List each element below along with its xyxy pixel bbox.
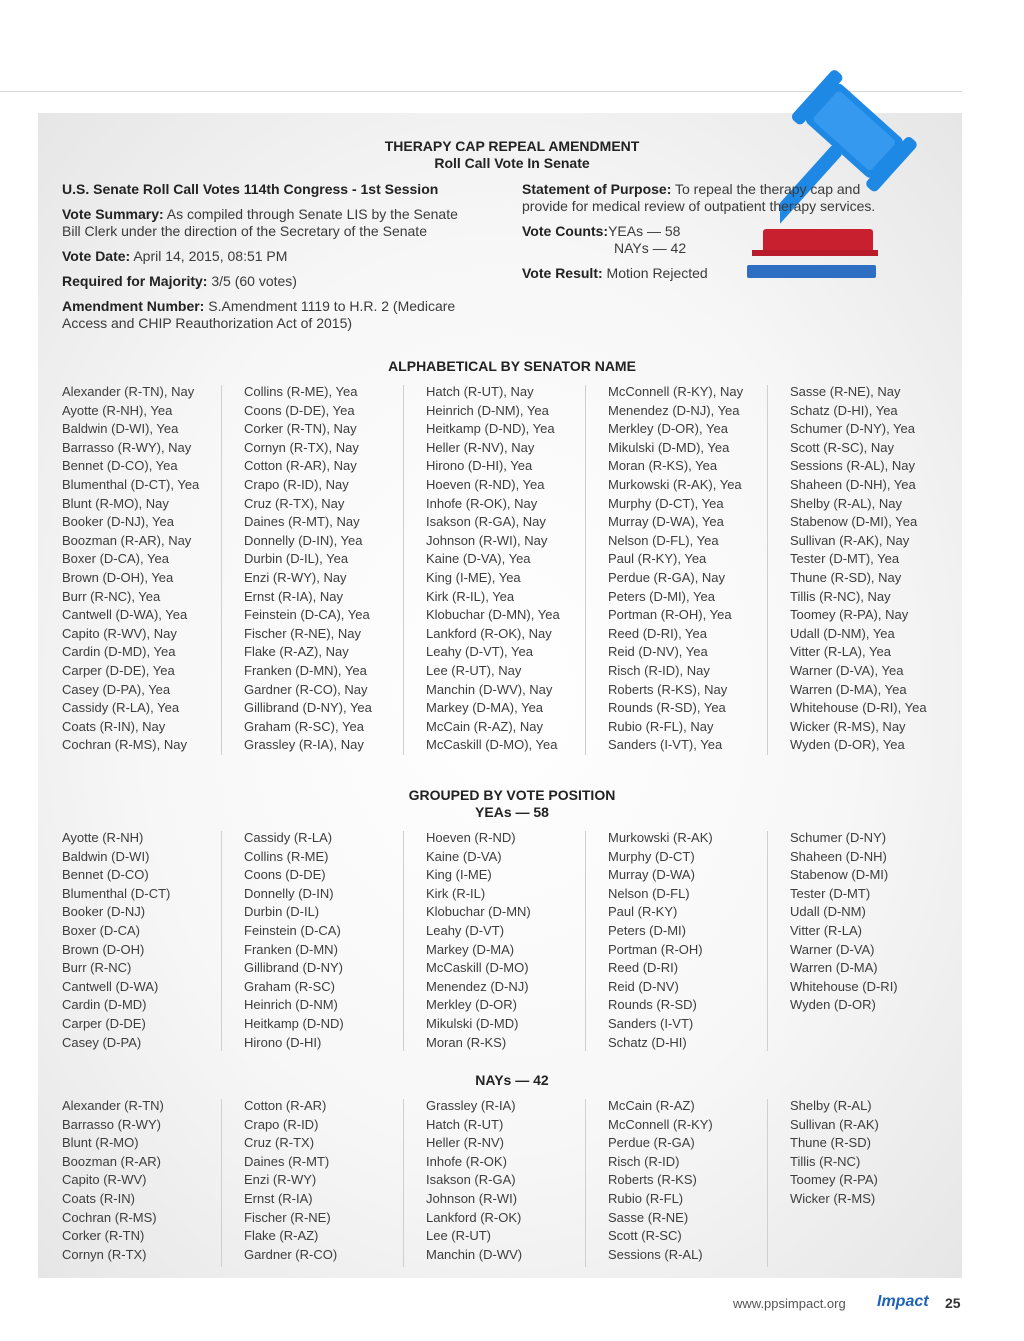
alphabetical-entry: Sessions (R-AL), Nay <box>790 458 915 474</box>
nay-entry: Roberts (R-KS) <box>608 1172 697 1188</box>
yea-entry: Wyden (D-OR) <box>790 997 876 1013</box>
yea-entry: Bennet (D-CO) <box>62 867 149 883</box>
column-divider <box>585 1099 586 1267</box>
alphabetical-entry: Kirk (R-IL), Yea <box>426 588 515 604</box>
yea-entry: Cassidy (R-LA) <box>244 830 333 845</box>
yea-entry: Reed (D-RI) <box>608 960 679 976</box>
alphabetical-entry: Cochran (R-MS), Nay <box>62 737 187 753</box>
nay-entry: Flake (R-AZ) <box>244 1228 319 1244</box>
nay-column <box>244 1097 414 1264</box>
nay-entry: McConnell (R-KY) <box>608 1116 713 1132</box>
nay-entry: Risch (R-ID) <box>608 1153 680 1169</box>
yea-entry: Heinrich (D-NM) <box>244 997 338 1013</box>
alphabetical-entry: Reed (D-RI), Yea <box>608 625 707 641</box>
alphabetical-entry: Collins (R-ME), Yea <box>244 384 358 399</box>
nay-entry: Lankford (R-OK) <box>426 1209 522 1225</box>
yea-entry: Markey (D-MA) <box>426 941 515 957</box>
nay-entry: Corker (R-TN) <box>62 1228 145 1244</box>
yea-entry: Hoeven (R-ND) <box>426 830 516 845</box>
vote-result-value: Motion Rejected <box>606 265 708 281</box>
alphabetical-entry: Peters (D-MI), Yea <box>608 588 715 604</box>
nay-entry: Perdue (R-GA) <box>608 1135 695 1151</box>
alphabetical-entry: Schumer (D-NY), Yea <box>790 421 915 437</box>
alphabetical-column <box>244 383 414 755</box>
alphabetical-entry: Stabenow (D-MI), Yea <box>790 514 918 530</box>
alphabetical-entry: Lee (R-UT), Nay <box>426 662 522 678</box>
yea-entry: Cardin (D-MD) <box>62 997 147 1013</box>
alphabetical-entry: Sullivan (R-AK), Nay <box>790 532 910 548</box>
alphabetical-column <box>426 383 596 755</box>
alphabetical-entry: Warren (D-MA), Yea <box>790 681 907 697</box>
page-title: THERAPY CAP REPEAL AMENDMENT <box>384 138 640 154</box>
yea-entry: Feinstein (D-CA) <box>244 922 341 938</box>
nay-column <box>426 1097 596 1264</box>
alphabetical-entry: Shelby (R-AL), Nay <box>790 495 902 511</box>
alphabetical-entry: Coons (D-DE), Yea <box>244 402 355 418</box>
yea-entry: Menendez (D-NJ) <box>426 978 529 994</box>
yea-entry: Blumenthal (D-CT) <box>62 885 171 901</box>
yea-entry: Hirono (D-HI) <box>244 1034 322 1050</box>
nay-entry: Lee (R-UT) <box>426 1228 492 1244</box>
alphabetical-entry: Sanders (I-VT), Yea <box>608 737 723 753</box>
yea-entry: Murray (D-WA) <box>608 867 695 883</box>
alphabetical-entry: Toomey (R-PA), Nay <box>790 607 909 623</box>
nay-entry: Cochran (R-MS) <box>62 1209 157 1225</box>
yea-entry: Kaine (D-VA) <box>426 848 502 864</box>
yea-entry: Ayotte (R-NH) <box>62 830 144 845</box>
purpose-label: Statement of Purpose: <box>522 181 672 197</box>
yea-entry: Sanders (I-VT) <box>608 1015 694 1031</box>
vote-counts-label: Vote Counts: <box>522 223 609 239</box>
yea-column <box>244 829 414 1052</box>
alphabetical-entry: Boozman (R-AR), Nay <box>62 532 192 548</box>
yea-entry: Boxer (D-CA) <box>62 922 141 938</box>
alphabetical-entry: Vitter (R-LA), Yea <box>790 644 891 660</box>
yea-entry: Baldwin (D-WI) <box>62 848 150 864</box>
yea-entry: Whitehouse (D-RI) <box>790 978 898 994</box>
alphabetical-entry: Feinstein (D-CA), Yea <box>244 607 370 623</box>
alphabetical-entry: Capito (R-WV), Nay <box>62 625 177 641</box>
alphabetical-entry: Leahy (D-VT), Yea <box>426 644 533 660</box>
column-divider <box>767 831 768 1051</box>
yea-entry: Murkowski (R-AK) <box>608 830 713 845</box>
alphabetical-entry: Hoeven (R-ND), Yea <box>426 476 545 492</box>
yea-entry: Booker (D-NJ) <box>62 904 146 920</box>
alphabetical-entry: Cassidy (R-LA), Yea <box>62 700 180 716</box>
alphabetical-entry: Murphy (D-CT), Yea <box>608 495 724 511</box>
alphabetical-entry: Heinrich (D-NM), Yea <box>426 402 549 418</box>
column-divider <box>585 831 586 1051</box>
alphabetical-entry: Inhofe (R-OK), Nay <box>426 495 538 511</box>
yea-entry: Kirk (R-IL) <box>426 885 486 901</box>
nay-entry: McCain (R-AZ) <box>608 1098 695 1113</box>
footer-url[interactable]: www.ppsimpact.org <box>733 1296 846 1311</box>
nay-column <box>608 1097 778 1264</box>
nay-entry: Capito (R-WV) <box>62 1172 147 1188</box>
alphabetical-entry: Shaheen (D-NH), Yea <box>790 476 916 492</box>
yea-entry: Schatz (D-HI) <box>608 1034 687 1050</box>
nays-heading: NAYs — 42 <box>475 1072 549 1088</box>
yea-entry: Peters (D-MI) <box>608 922 686 938</box>
yea-entry: Leahy (D-VT) <box>426 922 505 938</box>
yea-entry: Nelson (D-FL) <box>608 885 690 901</box>
page-number: 25 <box>945 1295 961 1311</box>
nay-entry: Sasse (R-NE) <box>608 1209 689 1225</box>
alphabetical-entry: Johnson (R-WI), Nay <box>426 532 548 548</box>
column-divider <box>403 831 404 1051</box>
column-divider <box>767 385 768 755</box>
alphabetical-entry: Tester (D-MT), Yea <box>790 551 900 567</box>
alphabetical-entry: Grassley (R-IA), Nay <box>244 737 364 753</box>
alphabetical-entry: Kaine (D-VA), Yea <box>426 551 531 567</box>
yea-entry: Brown (D-OH) <box>62 941 145 957</box>
column-divider <box>585 385 586 755</box>
nay-entry: Enzi (R-WY) <box>244 1172 317 1188</box>
alphabetical-entry: Heitkamp (D-ND), Yea <box>426 421 555 437</box>
alphabetical-entry: Fischer (R-NE), Nay <box>244 625 362 641</box>
alphabetical-entry: Thune (R-SD), Nay <box>790 569 902 585</box>
alphabetical-entry: Roberts (R-KS), Nay <box>608 681 728 697</box>
yea-entry: Paul (R-KY) <box>608 904 678 920</box>
blue-block-graphic <box>747 265 876 278</box>
nay-entry: Johnson (R-WI) <box>426 1190 518 1206</box>
nay-entry: Cornyn (R-TX) <box>62 1246 147 1262</box>
alphabetical-entry: Boxer (D-CA), Yea <box>62 551 169 567</box>
alphabetical-entry: Booker (D-NJ), Yea <box>62 514 174 530</box>
alphabetical-entry: McCain (R-AZ), Nay <box>426 718 544 734</box>
alphabetical-column <box>790 383 960 755</box>
column-divider <box>403 1099 404 1267</box>
nay-entry: Cruz (R-TX) <box>244 1135 315 1151</box>
alphabetical-entry: Scott (R-SC), Nay <box>790 439 895 455</box>
nay-column <box>62 1097 232 1264</box>
yea-entry: Collins (R-ME) <box>244 848 329 864</box>
alphabetical-entry: Hatch (R-UT), Nay <box>426 384 534 399</box>
yea-entry: Coons (D-DE) <box>244 867 326 883</box>
congress-session: U.S. Senate Roll Call Votes 114th Congress - 1st Session <box>62 181 439 197</box>
nay-entry: Crapo (R-ID) <box>244 1116 319 1132</box>
yea-entry: Rounds (R-SD) <box>608 997 697 1013</box>
yea-entry: Reid (D-NV) <box>608 978 679 994</box>
alphabetical-entry: Wyden (D-OR), Yea <box>790 737 905 753</box>
yea-column <box>790 829 960 1015</box>
nay-entry: Ernst (R-IA) <box>244 1190 313 1206</box>
column-divider <box>221 831 222 1051</box>
alphabetical-entry: Murkowski (R-AK), Yea <box>608 476 742 492</box>
alphabetical-entry: Manchin (D-WV), Nay <box>426 681 553 697</box>
yea-entry: Gillibrand (D-NY) <box>244 960 343 976</box>
nay-entry: Cotton (R-AR) <box>244 1098 327 1113</box>
alphabetical-entry: Gillibrand (D-NY), Yea <box>244 700 372 716</box>
alphabetical-entry: Enzi (R-WY), Nay <box>244 569 347 585</box>
nay-entry: Inhofe (R-OK) <box>426 1153 507 1169</box>
alphabetical-entry: King (I-ME), Yea <box>426 569 521 585</box>
alphabetical-entry: Wicker (R-MS), Nay <box>790 718 906 734</box>
alphabetical-entry: Isakson (R-GA), Nay <box>426 514 546 530</box>
yeas-heading: YEAs — 58 <box>475 804 549 820</box>
required-majority-value: 3/5 (60 votes) <box>211 273 297 289</box>
alphabetical-column <box>62 383 232 755</box>
alphabetical-entry: Paul (R-KY), Yea <box>608 551 707 567</box>
grouped-heading: GROUPED BY VOTE POSITION <box>408 787 616 803</box>
nays-count: NAYs — 42 <box>614 240 687 256</box>
yea-entry: Mikulski (D-MD) <box>426 1015 519 1031</box>
yea-entry: Warren (D-MA) <box>790 960 878 976</box>
vote-counts <box>522 223 680 240</box>
yea-entry: McCaskill (D-MO) <box>426 960 529 976</box>
alphabetical-entry: Merkley (D-OR), Yea <box>608 421 728 437</box>
yea-entry: Heitkamp (D-ND) <box>244 1015 344 1031</box>
column-divider <box>403 385 404 755</box>
vote-summary-text: As compiled through Senate LIS by the Senate <box>166 206 458 222</box>
alphabetical-entry: Carper (D-DE), Yea <box>62 662 175 678</box>
alphabetical-entry: Mikulski (D-MD), Yea <box>608 439 730 455</box>
nay-entry: Barrasso (R-WY) <box>62 1116 161 1132</box>
alphabetical-entry: Bennet (D-CO), Yea <box>62 458 178 474</box>
nay-entry: Scott (R-SC) <box>608 1228 682 1244</box>
nay-entry: Boozman (R-AR) <box>62 1153 161 1169</box>
alphabetical-entry: Cotton (R-AR), Nay <box>244 458 357 474</box>
column-divider <box>767 1099 768 1267</box>
purpose-text: To repeal the therapy cap and <box>675 181 861 197</box>
alphabetical-entry: Rounds (R-SD), Yea <box>608 700 726 716</box>
alphabetical-entry: Durbin (D-IL), Yea <box>244 551 349 567</box>
yea-column <box>608 829 778 1052</box>
alphabetical-entry: Donnelly (D-IN), Yea <box>244 532 363 548</box>
yea-entry: Schumer (D-NY) <box>790 830 887 845</box>
nay-entry: Sessions (R-AL) <box>608 1246 703 1262</box>
yea-entry: Moran (R-KS) <box>426 1034 507 1050</box>
nay-entry: Alexander (R-TN) <box>62 1098 164 1113</box>
yea-column <box>62 829 232 1052</box>
yea-entry: King (I-ME) <box>426 867 492 883</box>
vote-date-value: April 14, 2015, 08:51 PM <box>133 248 288 264</box>
alphabetical-entry: Cruz (R-TX), Nay <box>244 495 345 511</box>
nay-entry: Hatch (R-UT) <box>426 1116 504 1132</box>
alphabetical-entry: Flake (R-AZ), Nay <box>244 644 349 660</box>
alphabetical-entry: McConnell (R-KY), Nay <box>608 384 744 399</box>
alphabetical-entry: Moran (R-KS), Yea <box>608 458 718 474</box>
alphabetical-entry: Warner (D-VA), Yea <box>790 662 904 678</box>
alphabetical-column <box>608 383 778 755</box>
alphabetical-heading: ALPHABETICAL BY SENATOR NAME <box>388 358 636 374</box>
yea-entry: Tester (D-MT) <box>790 885 871 901</box>
nay-entry: Blunt (R-MO) <box>62 1135 139 1151</box>
yea-entry: Udall (D-NM) <box>790 904 866 920</box>
alphabetical-entry: Sasse (R-NE), Nay <box>790 384 901 399</box>
alphabetical-entry: Brown (D-OH), Yea <box>62 569 174 585</box>
nay-column <box>790 1097 960 1209</box>
alphabetical-entry: Murray (D-WA), Yea <box>608 514 724 530</box>
vote-date <box>62 248 287 265</box>
alphabetical-entry: Ayotte (R-NH), Yea <box>62 402 173 418</box>
alphabetical-entry: Barrasso (R-WY), Nay <box>62 439 192 455</box>
vote-summary <box>62 206 458 223</box>
alphabetical-entry: Tillis (R-NC), Nay <box>790 588 891 604</box>
alphabetical-entry: Casey (D-PA), Yea <box>62 681 171 697</box>
nay-entry: Fischer (R-NE) <box>244 1209 331 1225</box>
alphabetical-entry: Perdue (R-GA), Nay <box>608 569 726 585</box>
vote-summary-line2: Bill Clerk under the direction of the Secretary of the Senate <box>62 223 427 239</box>
yea-entry: Carper (D-DE) <box>62 1015 146 1031</box>
yea-entry: Murphy (D-CT) <box>608 848 695 864</box>
alphabetical-entry: Crapo (R-ID), Nay <box>244 476 349 492</box>
yeas-count: YEAs — 58 <box>608 223 681 239</box>
nay-entry: Toomey (R-PA) <box>790 1172 878 1188</box>
alphabetical-entry: McCaskill (D-MO), Yea <box>426 737 558 753</box>
alphabetical-entry: Baldwin (D-WI), Yea <box>62 421 179 437</box>
nay-entry: Shelby (R-AL) <box>790 1098 872 1113</box>
purpose-text-line2: provide for medical review of outpatient therapy services. <box>522 198 876 214</box>
vote-summary-label: Vote Summary: <box>62 206 164 222</box>
alphabetical-entry: Schatz (D-HI), Yea <box>790 402 898 418</box>
vote-date-label: Vote Date: <box>62 248 131 264</box>
nay-entry: Tillis (R-NC) <box>790 1153 861 1169</box>
nay-entry: Thune (R-SD) <box>790 1135 871 1151</box>
yea-entry: Shaheen (D-NH) <box>790 848 887 864</box>
footer-brand: Impact <box>877 1293 929 1310</box>
amendment-number <box>62 298 455 315</box>
nay-entry: Daines (R-MT) <box>244 1153 330 1169</box>
alphabetical-entry: Blunt (R-MO), Nay <box>62 495 169 511</box>
alphabetical-entry: Franken (D-MN), Yea <box>244 662 367 678</box>
yea-entry: Durbin (D-IL) <box>244 904 320 920</box>
yea-entry: Merkley (D-OR) <box>426 997 517 1013</box>
yea-entry: Klobuchar (D-MN) <box>426 904 531 920</box>
required-majority <box>62 273 297 290</box>
nay-entry: Heller (R-NV) <box>426 1135 504 1151</box>
yea-entry: Vitter (R-LA) <box>790 922 862 938</box>
alphabetical-entry: Udall (D-NM), Yea <box>790 625 895 641</box>
yea-entry: Burr (R-NC) <box>62 960 132 976</box>
column-divider <box>221 385 222 755</box>
alphabetical-entry: Markey (D-MA), Yea <box>426 700 544 716</box>
nay-entry: Grassley (R-IA) <box>426 1098 516 1113</box>
alphabetical-entry: Cantwell (D-WA), Yea <box>62 607 188 623</box>
alphabetical-entry: Corker (R-TN), Nay <box>244 421 357 437</box>
alphabetical-entry: Cardin (D-MD), Yea <box>62 644 176 660</box>
alphabetical-entry: Reid (D-NV), Yea <box>608 644 708 660</box>
nay-entry: Gardner (R-CO) <box>244 1246 338 1262</box>
alphabetical-entry: Nelson (D-FL), Yea <box>608 532 719 548</box>
alphabetical-entry: Gardner (R-CO), Nay <box>244 681 368 697</box>
yea-entry: Franken (D-MN) <box>244 941 338 957</box>
statement-of-purpose <box>522 181 860 198</box>
alphabetical-entry: Portman (R-OH), Yea <box>608 607 732 623</box>
yea-entry: Stabenow (D-MI) <box>790 867 889 883</box>
alphabetical-entry: Burr (R-NC), Yea <box>62 588 161 604</box>
required-majority-label: Required for Majority: <box>62 273 208 289</box>
nay-entry: Rubio (R-FL) <box>608 1190 684 1206</box>
yea-entry: Portman (R-OH) <box>608 941 703 957</box>
vote-result-label: Vote Result: <box>522 265 603 281</box>
alphabetical-entry: Hirono (D-HI), Yea <box>426 458 533 474</box>
yea-entry: Donnelly (D-IN) <box>244 885 334 901</box>
alphabetical-entry: Daines (R-MT), Nay <box>244 514 360 530</box>
nay-entry: Isakson (R-GA) <box>426 1172 516 1188</box>
page-subtitle: Roll Call Vote In Senate <box>434 155 590 171</box>
alphabetical-entry: Rubio (R-FL), Nay <box>608 718 714 734</box>
nay-entry: Coats (R-IN) <box>62 1190 135 1206</box>
alphabetical-entry: Whitehouse (D-RI), Yea <box>790 700 927 716</box>
vote-result <box>522 265 708 282</box>
amendment-number-label: Amendment Number: <box>62 298 205 314</box>
alphabetical-entry: Blumenthal (D-CT), Yea <box>62 476 200 492</box>
column-divider <box>221 1099 222 1267</box>
amendment-number-line2: Access and CHIP Reauthorization Act of 2015) <box>62 315 353 331</box>
yea-column <box>426 829 596 1052</box>
yea-entry: Casey (D-PA) <box>62 1034 142 1050</box>
alphabetical-entry: Ernst (R-IA), Nay <box>244 588 343 604</box>
alphabetical-entry: Menendez (D-NJ), Yea <box>608 402 740 418</box>
alphabetical-entry: Klobuchar (D-MN), Yea <box>426 607 560 623</box>
alphabetical-entry: Coats (R-IN), Nay <box>62 718 166 734</box>
nay-entry: Manchin (D-WV) <box>426 1246 523 1262</box>
nay-entry: Wicker (R-MS) <box>790 1190 876 1206</box>
yea-entry: Warner (D-VA) <box>790 941 875 957</box>
amendment-number-value: S.Amendment 1119 to H.R. 2 (Medicare <box>208 298 456 314</box>
yea-entry: Cantwell (D-WA) <box>62 978 159 994</box>
red-block-base <box>752 250 878 256</box>
alphabetical-entry: Heller (R-NV), Nay <box>426 439 535 455</box>
nay-entry: Sullivan (R-AK) <box>790 1116 879 1132</box>
alphabetical-entry: Cornyn (R-TX), Nay <box>244 439 359 455</box>
alphabetical-entry: Risch (R-ID), Nay <box>608 662 710 678</box>
alphabetical-entry: Graham (R-SC), Yea <box>244 718 364 734</box>
alphabetical-entry: Alexander (R-TN), Nay <box>62 384 195 399</box>
yea-entry: Graham (R-SC) <box>244 978 336 994</box>
alphabetical-entry: Lankford (R-OK), Nay <box>426 625 552 641</box>
